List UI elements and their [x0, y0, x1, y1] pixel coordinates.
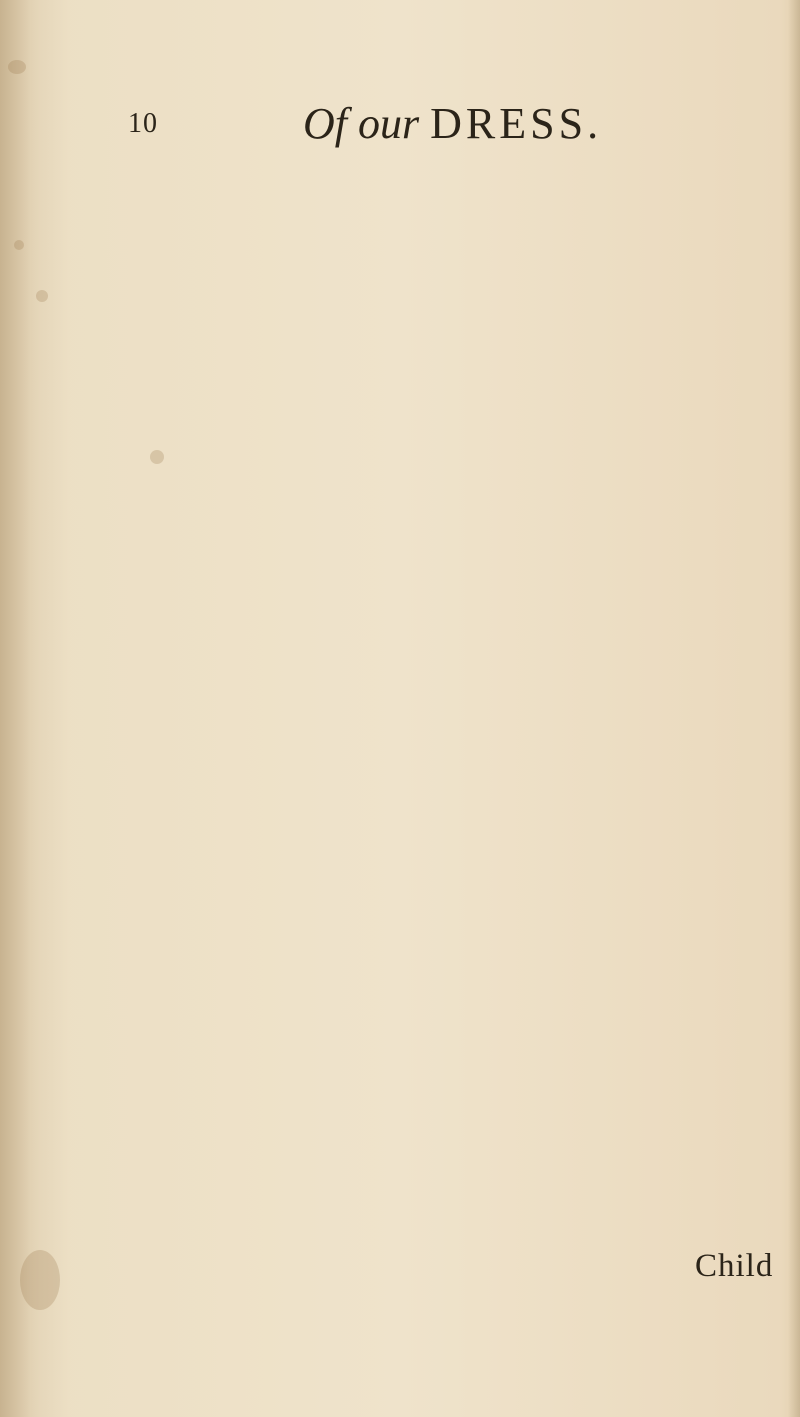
foxing-spot — [20, 1250, 60, 1310]
running-title-caps: DRESS. — [430, 99, 603, 148]
page-edge-shading — [0, 0, 70, 1417]
foxing-spot — [8, 60, 26, 74]
running-header — [128, 98, 768, 148]
page-number: 10 — [128, 108, 158, 139]
catchword: Child — [695, 1248, 774, 1284]
gutter-shadow — [788, 0, 800, 1417]
foxing-spot — [14, 240, 24, 250]
foxing-spot — [150, 450, 164, 464]
running-title — [303, 98, 602, 149]
foxing-spot — [36, 290, 48, 302]
running-title-italic: Of our — [303, 99, 420, 148]
